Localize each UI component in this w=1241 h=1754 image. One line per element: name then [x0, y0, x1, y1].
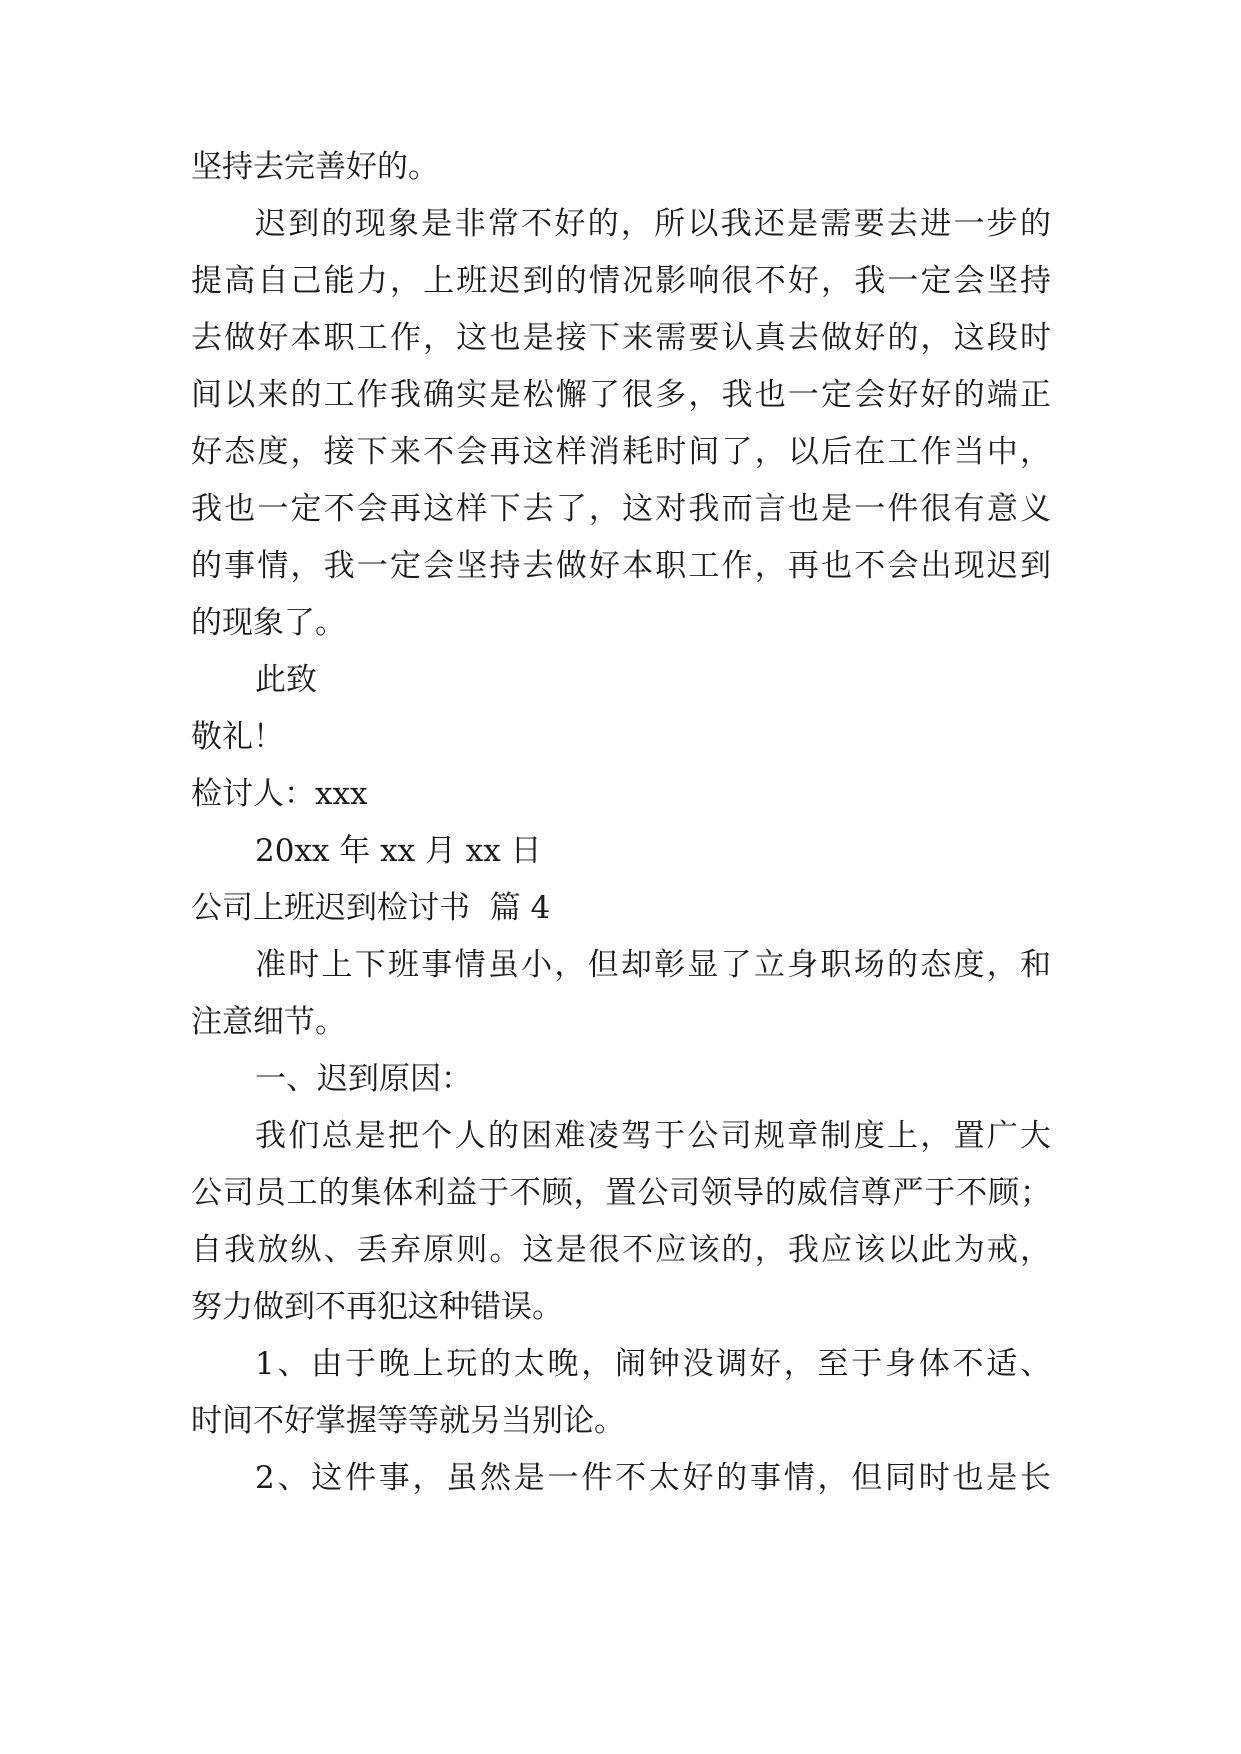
text-line: 坚持去完善好的。 — [191, 149, 439, 185]
text-line: 的现象了。 — [191, 605, 346, 641]
signature-line: 检讨人：xxx — [191, 776, 368, 812]
text-line: 间以来的工作我确实是松懈了很多，我也一定会好好的端正 — [191, 377, 1051, 413]
date-line: 20xx 年 xx 月 xx 日 — [255, 833, 542, 869]
text-line: 时间不好掌握等等就另当别论。 — [191, 1403, 625, 1439]
text-line: 注意细节。 — [191, 1004, 346, 1040]
text-line: 公司员工的集体利益于不顾，置公司领导的威信尊严于不顾； — [191, 1175, 1051, 1211]
text-line: 去做好本职工作，这也是接下来需要认真去做好的，这段时 — [191, 320, 1051, 356]
text-line: 2、这件事，虽然是一件不太好的事情，但同时也是长 — [255, 1460, 1051, 1496]
text-line: 自我放纵、丢弃原则。这是很不应该的，我应该以此为戒， — [191, 1232, 1051, 1268]
section-heading: 公司上班迟到检讨书 篇 4 — [191, 890, 551, 926]
text-line: 1、由于晚上玩的太晚，闹钟没调好，至于身体不适、 — [255, 1346, 1051, 1382]
text-line: 提高自己能力，上班迟到的情况影响很不好，我一定会坚持 — [191, 263, 1051, 299]
text-line: 迟到的现象是非常不好的，所以我还是需要去进一步的 — [255, 206, 1051, 242]
closing-regards: 敬礼！ — [191, 719, 284, 755]
subheading: 一、迟到原因： — [255, 1061, 472, 1097]
text-line: 努力做到不再犯这种错误。 — [191, 1289, 563, 1325]
text-line: 好态度，接下来不会再这样消耗时间了，以后在工作当中， — [191, 434, 1051, 470]
text-line: 准时上下班事情虽小，但却彰显了立身职场的态度，和 — [255, 947, 1051, 983]
text-line: 我也一定不会再这样下去了，这对我而言也是一件很有意义 — [191, 491, 1051, 527]
text-line: 我们总是把个人的困难凌驾于公司规章制度上，置广大 — [255, 1118, 1051, 1154]
closing-salutation: 此致 — [255, 662, 317, 698]
text-line: 的事情，我一定会坚持去做好本职工作，再也不会出现迟到 — [191, 548, 1051, 584]
